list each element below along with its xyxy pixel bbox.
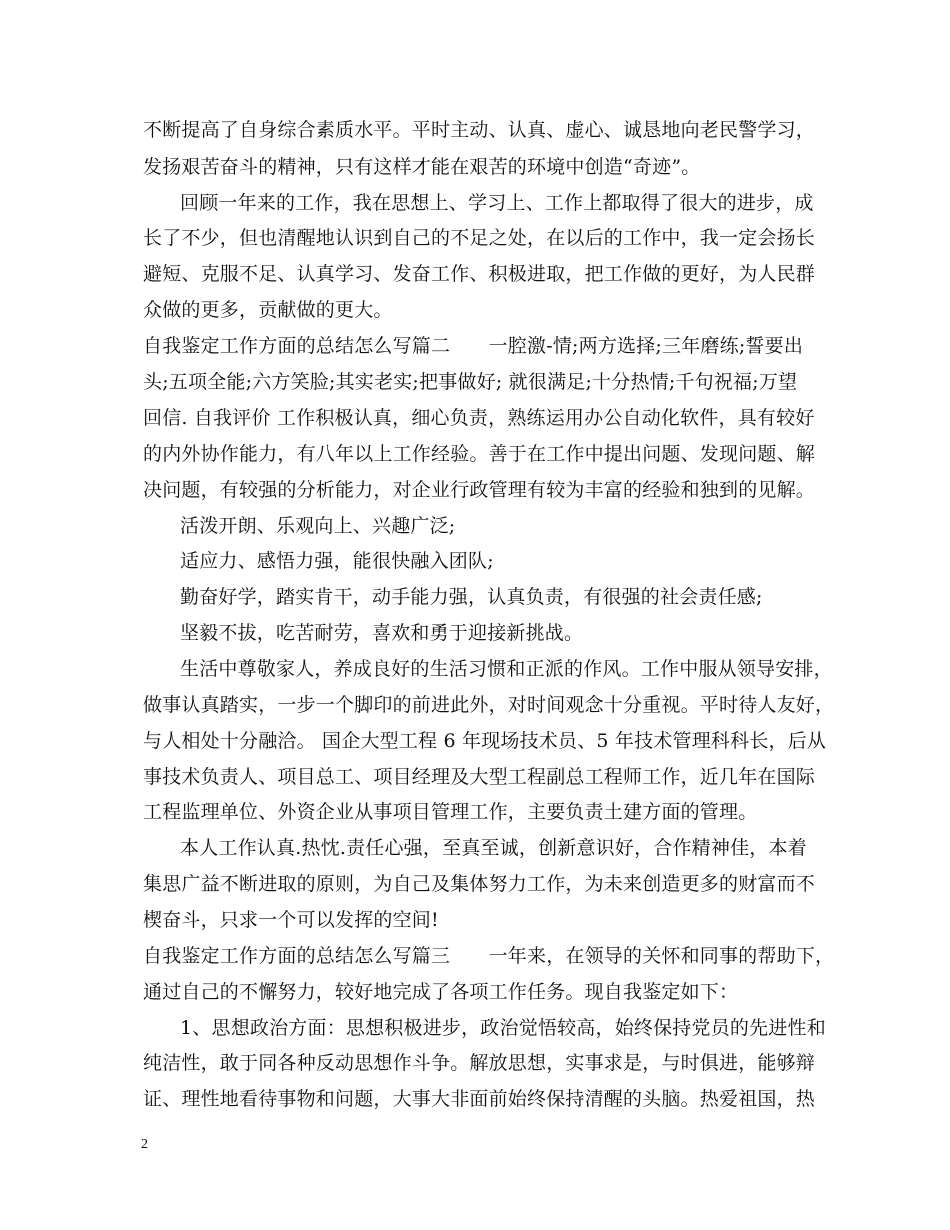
text-line: 集思广益不断进取的原则，为自己及集体努力工作，为未来创造更多的财富而不 xyxy=(143,873,816,895)
text-line: 长了不少，但也清醒地认识到自己的不足之处，在以后的工作中，我一定会扬长 xyxy=(143,227,816,249)
text-line: 通过自己的不懈努力，较好地完成了各项工作任务。现自我鉴定如下： xyxy=(143,981,739,1003)
text-line: 勤奋好学，踏实肯干，动手能力强，认真负责，有很强的社会责任感; xyxy=(180,586,763,608)
text-line: 的内外协作能力，有八年以上工作经验。善于在工作中提出问题、发现问题、解 xyxy=(143,443,816,465)
text-line: 做事认真踏实，一步一个脚印的前进此外，对时间观念十分重视。平时待人友好， xyxy=(143,694,835,716)
text-line: 不断提高了自身综合素质水平。平时主动、认真、虚心、诚恳地向老民警学习， xyxy=(143,119,816,141)
text-line: 纯洁性，敢于同各种反动思想作斗争。解放思想，实事求是，与时俱进，能够辩 xyxy=(143,1052,816,1074)
text-line: 事技术负责人、项目总工、项目经理及大型工程副总工程师工作，近几年在国际 xyxy=(143,766,816,788)
text-line: 活泼开朗、乐观向上、兴趣广泛; xyxy=(180,515,456,537)
text-line: 与人相处十分融洽。 国企大型工程 6 年现场技术员、5 年技术管理科科长，后从 xyxy=(143,730,827,752)
text-line: 工程监理单位、外资企业从事项目管理工作，主要负责土建方面的管理。 xyxy=(143,801,758,823)
text-line: 坚毅不拔，吃苦耐劳，喜欢和勇于迎接新挑战。 xyxy=(180,622,584,644)
text-line: 发扬艰苦奋斗的精神，只有这样才能在艰苦的环境中创造“奇迹”。 xyxy=(143,156,701,178)
text-line: 决问题，有较强的分析能力，对企业行政管理有较为丰富的经验和独到的见解。 xyxy=(143,479,816,501)
text-line: 避短、克服不足、认真学习、发奋工作、积极进取，把工作做的更好，为人民群 xyxy=(143,263,816,285)
text-line: 1、思想政治方面：思想积极进步，政治觉悟较高，始终保持党员的先进性和 xyxy=(180,1017,826,1039)
text-line: 众做的更多，贡献做的更大。 xyxy=(143,299,393,321)
text-line: 回信. 自我评价 工作积极认真，细心负责，熟练运用办公自动化软件，具有较好 xyxy=(143,407,815,429)
text-line: 头;五项全能;六方笑脸;其实老实;把事做好; 就很满足;十分热情;千句祝福;万望 xyxy=(143,371,798,393)
text-line: 本人工作认真.热忱.责任心强，至真至诚，创新意识好，合作精神佳，本着 xyxy=(180,837,807,859)
page-number: 2 xyxy=(141,1137,148,1152)
section-heading-line: 自我鉴定工作方面的总结怎么写篇三 一年来，在领导的关怀和同事的帮助下， xyxy=(143,945,835,967)
text-line: 楔奋斗，只求一个可以发挥的空间! xyxy=(143,909,439,931)
text-line: 生活中尊敬家人，养成良好的生活习惯和正派的作风。工作中服从领导安排， xyxy=(180,658,833,680)
text-line: 适应力、感悟力强，能很快融入团队; xyxy=(180,550,494,572)
section-heading-line: 自我鉴定工作方面的总结怎么写篇二 一腔激-情;两方选择;三年磨练;誓要出 xyxy=(143,335,804,357)
text-line: 证、理性地看待事物和问题，大事大非面前始终保持清醒的头脑。热爱祖国，热 xyxy=(143,1088,816,1110)
text-line: 回顾一年来的工作，我在思想上、学习上、工作上都取得了很大的进步，成 xyxy=(180,192,814,214)
